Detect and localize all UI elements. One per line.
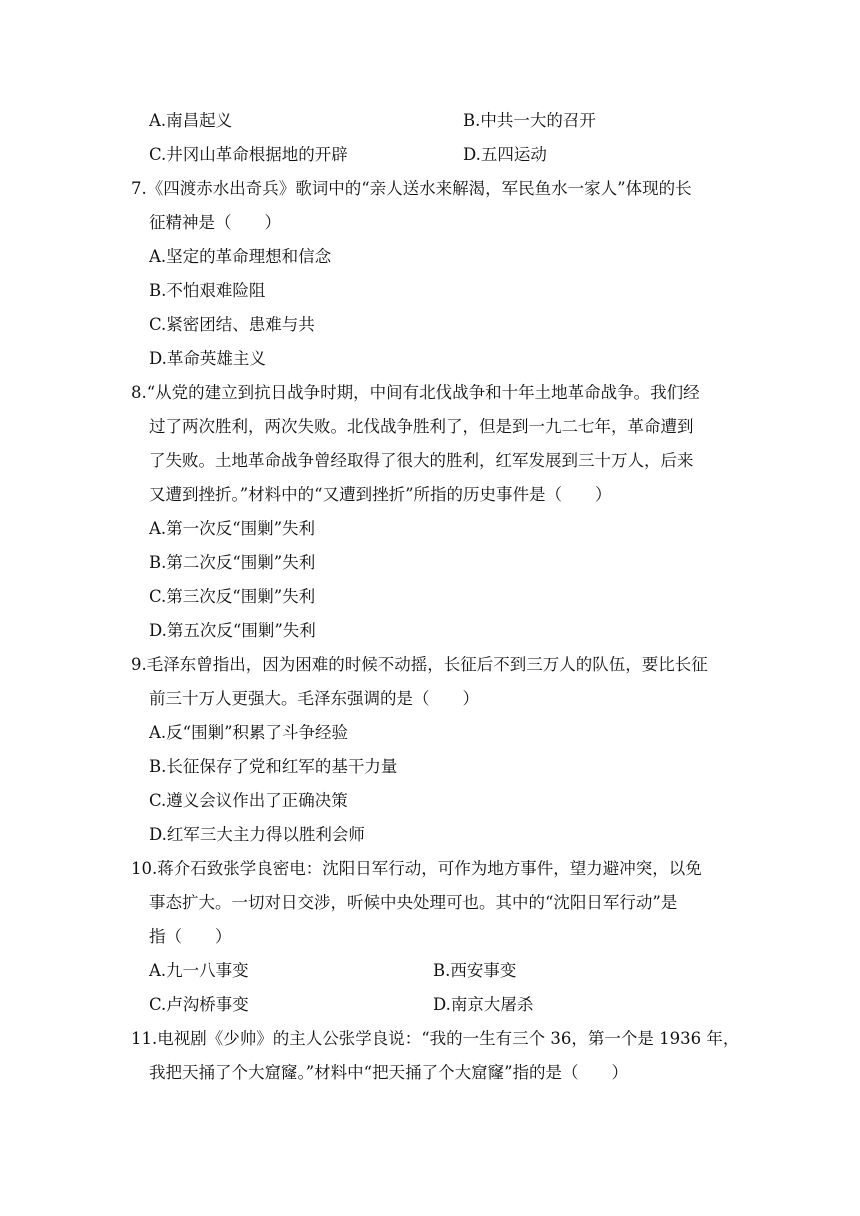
q9-option-d: D.红军三大主力得以胜利会师 <box>149 825 365 844</box>
q10-stem-line-3: 指（ ） <box>149 927 232 946</box>
q8-option-c: C.第三次反“围剿”失利 <box>149 587 316 606</box>
q6-option-a: A.南昌起义 <box>149 111 233 130</box>
q7-stem-line-2: 征精神是（ ） <box>149 213 281 232</box>
q8-stem-line-4: 又遭到挫折。”材料中的“又遭到挫折”所指的历史事件是（ ） <box>149 485 612 504</box>
q8-option-a: A.第一次反“围剿”失利 <box>149 519 316 538</box>
q10-stem-line-1: 10.蒋介石致张学良密电：沈阳日军行动，可作为地方事件，望力避冲突，以免 <box>131 859 702 878</box>
q7-option-d: D.革命英雄主义 <box>149 349 266 368</box>
q10-option-c: C.卢沟桥事变 <box>149 995 249 1014</box>
q11-stem-line-1: 11.电视剧《少帅》的主人公张学良说：“我的一生有三个 36，第一个是 1936 年， <box>131 1029 740 1048</box>
q9-stem-line-1: 9.毛泽东曾指出，因为困难的时候不动摇，长征后不到三万人的队伍，要比长征 <box>131 655 708 674</box>
q8-option-b: B.第二次反“围剿”失利 <box>149 553 316 572</box>
q9-option-b: B.长征保存了党和红军的基干力量 <box>149 757 398 776</box>
q6-option-c: C.井冈山革命根据地的开辟 <box>149 145 348 164</box>
q7-stem-line-1: 7.《四渡赤水出奇兵》歌词中的“亲人送水来解渴，军民鱼水一家人”体现的长 <box>131 179 692 198</box>
q8-stem-line-1: 8.“从党的建立到抗日战争时期，中间有北伐战争和十年土地革命战争。我们经 <box>131 383 700 402</box>
q10-stem-line-2: 事态扩大。一切对日交涉，听候中央处理可也。其中的“沈阳日军行动”是 <box>149 893 678 912</box>
q10-option-b: B.西安事变 <box>433 961 517 980</box>
q11-stem-line-2: 我把天捅了个大窟窿。”材料中“把天捅了个大窟窿”指的是（ ） <box>149 1063 629 1082</box>
q7-option-c: C.紧密团结、患难与共 <box>149 315 315 334</box>
q8-option-d: D.第五次反“围剿”失利 <box>149 621 316 640</box>
q9-stem-line-2: 前三十万人更强大。毛泽东强调的是（ ） <box>149 689 479 708</box>
q6-option-d: D.五四运动 <box>463 145 547 164</box>
q8-stem-line-3: 了失败。土地革命战争曾经取得了很大的胜利，红军发展到三十万人，后来 <box>149 451 694 470</box>
q6-option-b: B.中共一大的召开 <box>463 111 596 130</box>
q9-option-c: C.遵义会议作出了正确决策 <box>149 791 348 810</box>
q10-option-d: D.南京大屠杀 <box>433 995 534 1014</box>
q10-option-a: A.九一八事变 <box>149 961 249 980</box>
q9-option-a: A.反“围剿”积累了斗争经验 <box>149 723 349 742</box>
q7-option-a: A.坚定的革命理想和信念 <box>149 247 332 266</box>
q7-option-b: B.不怕艰难险阻 <box>149 281 266 300</box>
q8-stem-line-2: 过了两次胜利，两次失败。北伐战争胜利了，但是到一九二七年，革命遭到 <box>149 417 694 436</box>
